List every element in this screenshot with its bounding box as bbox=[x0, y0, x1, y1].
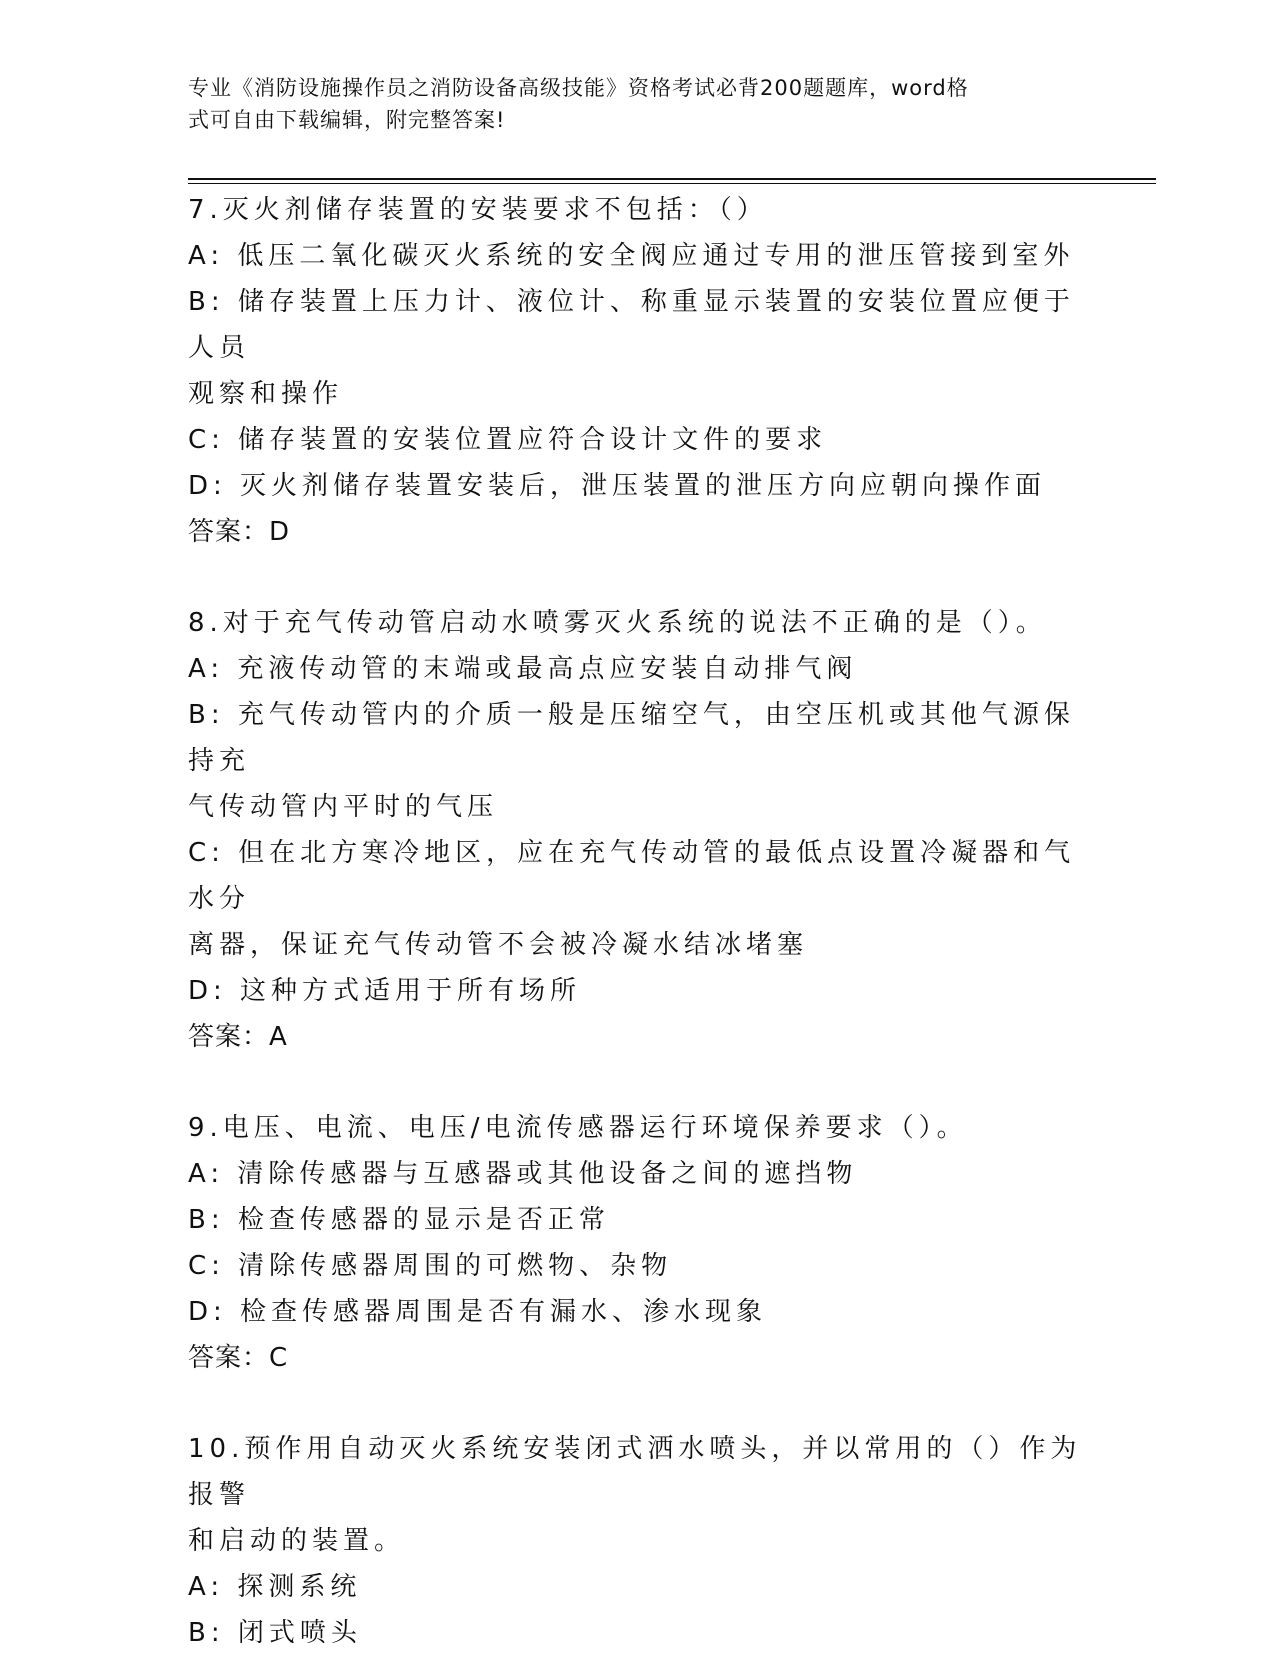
option-b-continued: 观察和操作 bbox=[188, 379, 344, 409]
option-d: D: 检查传感器周围是否有漏水、渗水现象 bbox=[188, 1297, 768, 1327]
option-c: C: 储存装置的安装位置应符合设计文件的要求 bbox=[188, 425, 828, 455]
question-stem-continued: 和启动的装置。 bbox=[188, 1526, 406, 1556]
question-block bbox=[188, 1105, 1088, 1381]
question-block bbox=[188, 600, 1088, 1060]
option-a: A: 充液传动管的末端或最高点应安装自动排气阀 bbox=[188, 654, 858, 684]
question-stem: 7.灭火剂储存装置的安装要求不包括：（） bbox=[188, 195, 768, 225]
question-stem: 9.电压、电流、电压/电流传感器运行环境保养要求（）。 bbox=[188, 1113, 968, 1143]
answer-line: 答案：A bbox=[188, 1022, 288, 1052]
question-block bbox=[188, 1426, 1088, 1656]
question-stem: 8.对于充气传动管启动水喷雾灭火系统的说法不正确的是（）。 bbox=[188, 608, 1047, 638]
question-block bbox=[188, 187, 1088, 555]
answer-line: 答案：C bbox=[188, 1343, 289, 1373]
header-line: 专业《消防设施操作员之消防设备高级技能》资格考试必背200题题库，word格 bbox=[188, 76, 969, 100]
option-b: B: 充气传动管内的介质一般是压缩空气，由空压机或其他气源保持充 bbox=[188, 700, 1075, 776]
header-divider bbox=[188, 183, 1156, 184]
header-line: 式可自由下载编辑，附完整答案! bbox=[188, 108, 506, 132]
option-b-continued: 气传动管内平时的气压 bbox=[188, 792, 499, 822]
document-header bbox=[188, 72, 1068, 136]
option-b: B: 闭式喷头 bbox=[188, 1618, 362, 1648]
question-list bbox=[188, 187, 1088, 1656]
option-c: C: 但在北方寒冷地区，应在充气传动管的最低点设置冷凝器和气水分 bbox=[188, 838, 1076, 914]
option-d: D: 灭火剂储存装置安装后，泄压装置的泄压方向应朝向操作面 bbox=[188, 471, 1047, 501]
header-divider bbox=[188, 178, 1156, 180]
option-d: D: 这种方式适用于所有场所 bbox=[188, 976, 582, 1006]
option-b: B: 检查传感器的显示是否正常 bbox=[188, 1205, 610, 1235]
option-a: A: 清除传感器与互感器或其他设备之间的遮挡物 bbox=[188, 1159, 858, 1189]
option-b: B: 储存装置上压力计、液位计、称重显示装置的安装位置应便于人员 bbox=[188, 287, 1075, 363]
answer-line: 答案：D bbox=[188, 517, 291, 547]
option-a: A: 探测系统 bbox=[188, 1572, 362, 1602]
option-c: C: 清除传感器周围的可燃物、杂物 bbox=[188, 1251, 673, 1281]
question-stem: 10.预作用自动灭火系统安装闭式洒水喷头，并以常用的（）作为报警 bbox=[188, 1434, 1082, 1510]
option-a: A: 低压二氧化碳灭火系统的安全阀应通过专用的泄压管接到室外 bbox=[188, 241, 1075, 271]
option-c-continued: 离器，保证充气传动管不会被冷凝水结冰堵塞 bbox=[188, 930, 809, 960]
